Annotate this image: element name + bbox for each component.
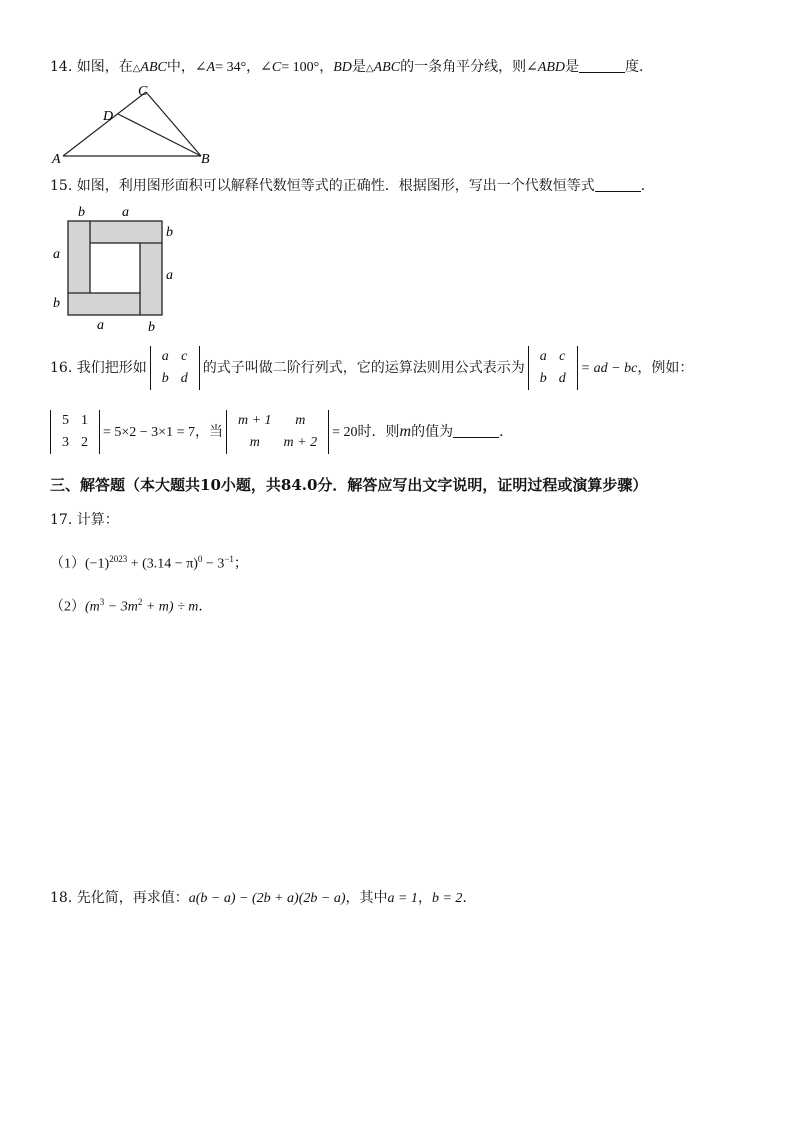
- q14-answer-blank: [579, 58, 625, 73]
- q17-part2: $(2)(m^3 - 3m^2 + m) \div m$．: [50, 597, 213, 615]
- determinant-condition: m + 1 m m m + 2: [226, 410, 329, 454]
- q16-answer-blank: [453, 423, 499, 438]
- determinant-general: a c b d: [150, 346, 200, 390]
- q16-text-line2: 5 1 3 2 = 5×2 − 3×1 = 7，当 m + 1 m m m + 2 = 20时．则m的值为 ．: [50, 409, 513, 456]
- q15-label-left-a: a: [53, 247, 60, 262]
- q14-label-d: D: [103, 109, 114, 124]
- q15-label-top-a: a: [122, 205, 129, 220]
- q14-triangle-figure: [48, 82, 228, 166]
- q14-label-c: C: [138, 84, 148, 99]
- q15-label-top-b: b: [78, 205, 85, 220]
- q14-label-b: B: [201, 152, 210, 166]
- q15-text: 15. 如图，利用图形面积可以解释代数恒等式的正确性．根据图形，写出一个代数恒等式 ．: [50, 178, 655, 194]
- determinant-formula: a c b d: [528, 346, 578, 390]
- determinant-example: 5 1 3 2: [50, 410, 100, 454]
- q14-label-a: A: [52, 152, 61, 166]
- q15-label-left-b: b: [53, 296, 60, 311]
- section-heading: 三、解答题（本大题共10小题，共84.0分．解答应写出文字说明，证明过程或演算步骤）: [50, 476, 648, 494]
- q15-label-right-a: a: [166, 268, 173, 283]
- q17-part1: $(1)(-1)^{2023} + (3.14 - \pi)^0 - 3^{-1}$；: [50, 554, 248, 572]
- q15-label-right-b: b: [166, 225, 173, 240]
- q14-text: 14. 如图，在△ABC中，∠A= 34°，∠C= 100°，BD是△ABC的一条角平分线，则∠ABD是 度.: [50, 59, 644, 75]
- q15-square-figure: [48, 200, 188, 334]
- q15-label-bottom-a: a: [97, 318, 104, 333]
- q16-text-line1: 16. 我们把形如 a c b d 的式子叫做二阶行列式，它的运算法则用公式表示为 a c b d = ad − bc，例如：: [50, 345, 693, 392]
- q15-label-bottom-b: b: [148, 320, 155, 334]
- q15-answer-blank: [595, 177, 641, 192]
- q18-text: 18. 先化简，再求值：a(b − a) − (2b + a)(2b − a)，其中a = 1，b = 2.: [50, 890, 467, 906]
- q17-title: 17. 计算：: [50, 512, 119, 528]
